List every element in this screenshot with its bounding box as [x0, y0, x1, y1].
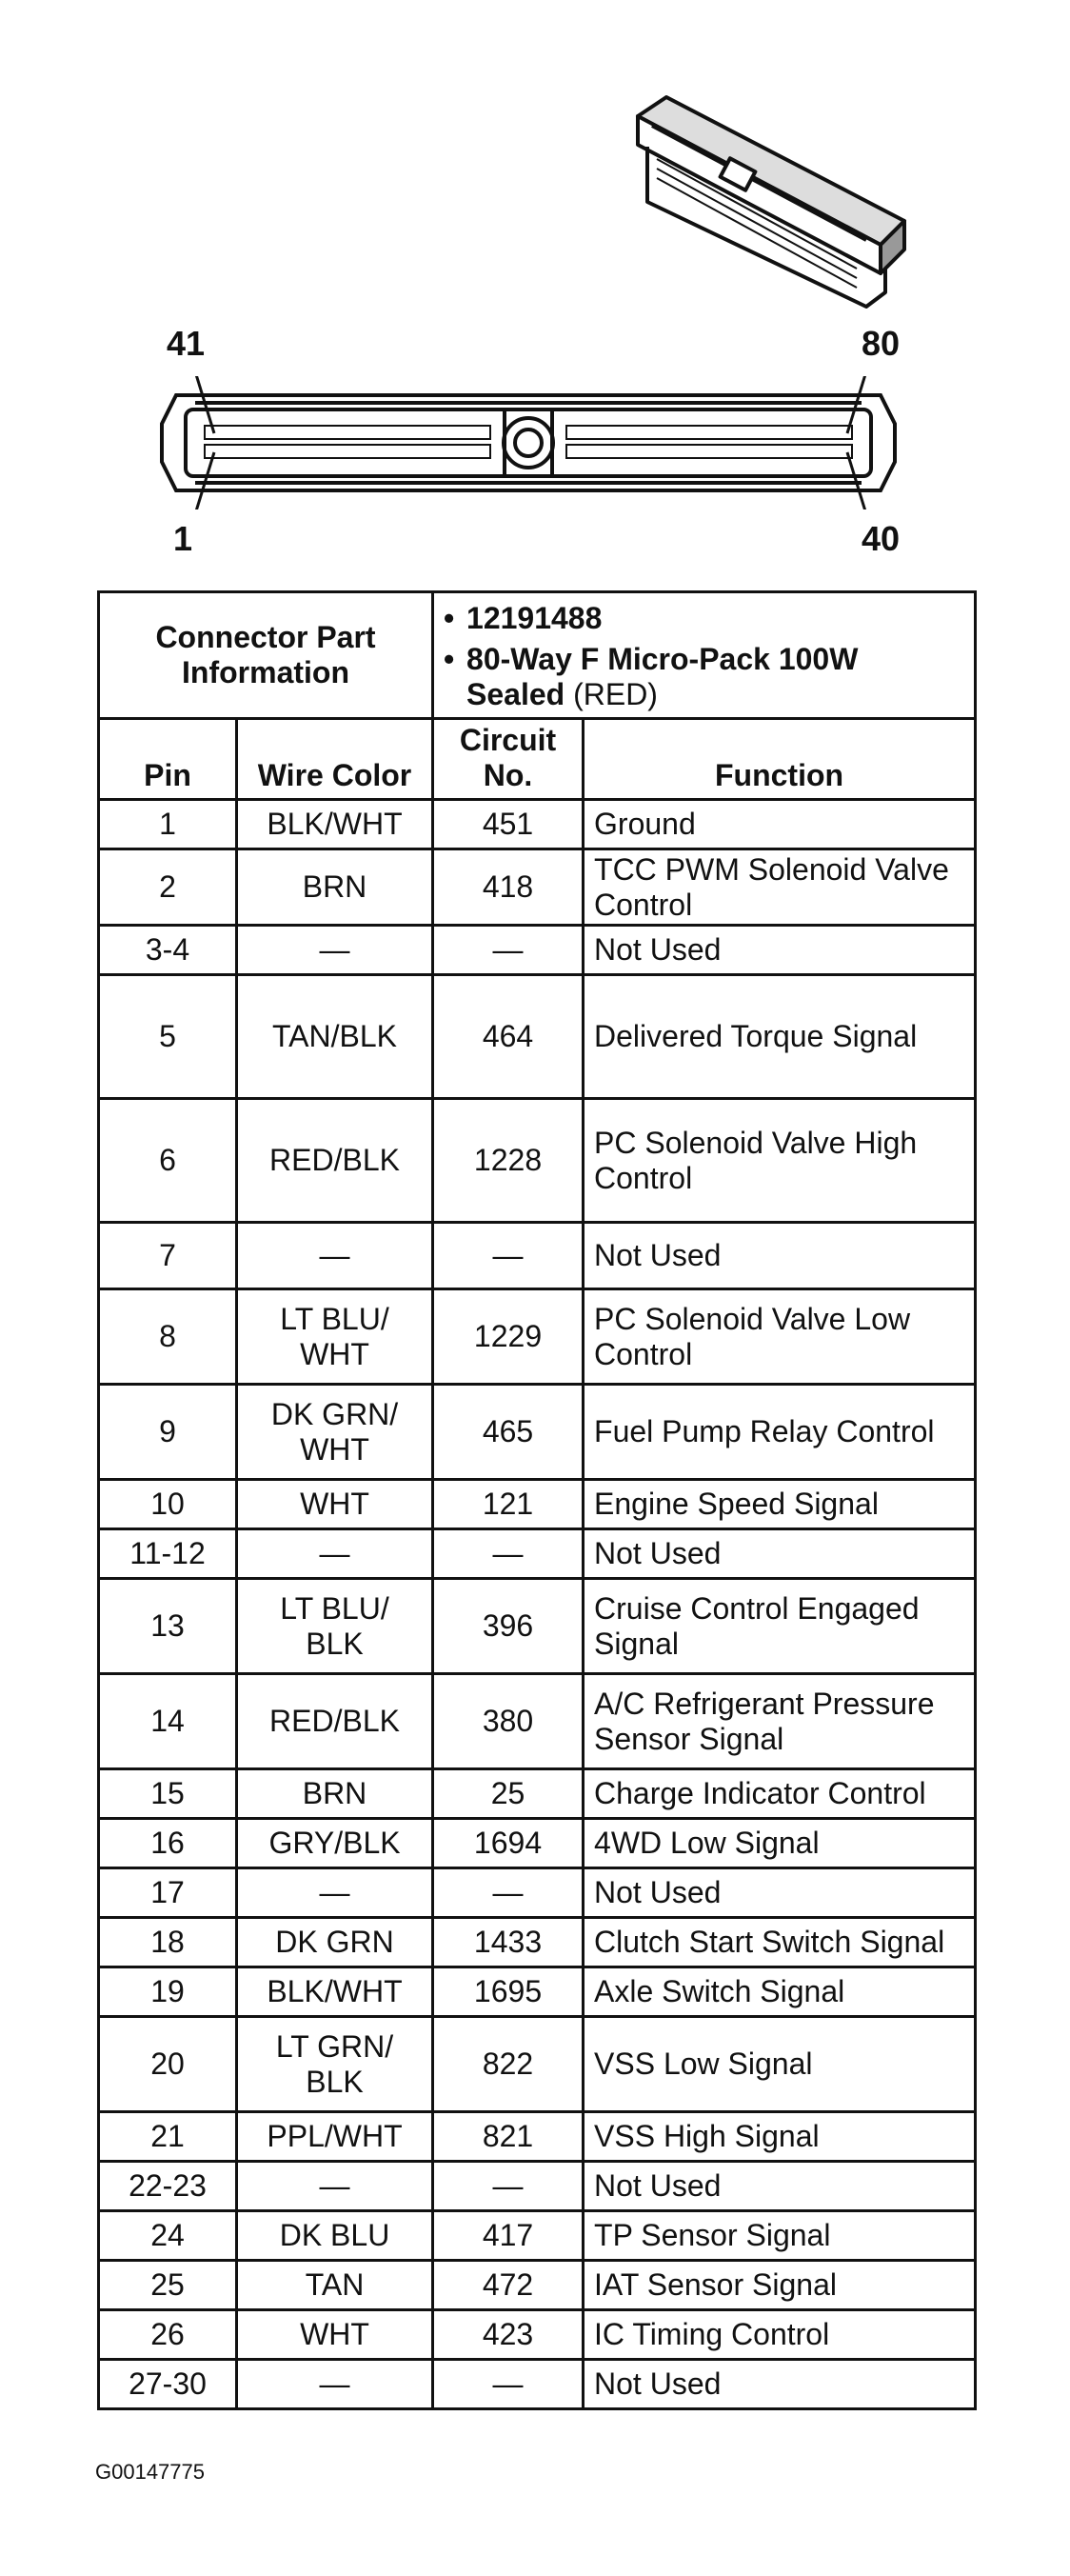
- pin-cell: 6: [99, 1099, 237, 1223]
- wire-color-cell: —: [237, 2162, 433, 2211]
- circuit-cell: 451: [433, 800, 584, 849]
- table-row: [99, 1289, 976, 1385]
- wire-color-cell: BLK/WHT: [237, 1967, 433, 2017]
- function-cell: Ground: [584, 800, 976, 849]
- table-row: [99, 2310, 976, 2360]
- wire-color-cell: RED/BLK: [237, 1099, 433, 1223]
- connector-info-row: [99, 592, 976, 719]
- circuit-cell: 1228: [433, 1099, 584, 1223]
- table-row: [99, 975, 976, 1099]
- circuit-cell: 1229: [433, 1289, 584, 1385]
- function-cell: Not Used: [584, 2162, 976, 2211]
- pin-cell: 19: [99, 1967, 237, 2017]
- pin-cell: 14: [99, 1674, 237, 1769]
- wire-color-cell: —: [237, 1223, 433, 1289]
- wire-color-cell: WHT: [237, 2310, 433, 2360]
- header-wire-color: Wire Color: [237, 719, 433, 800]
- circuit-cell: —: [433, 1868, 584, 1918]
- wire-color-cell: —: [237, 1529, 433, 1579]
- pin-cell: 1: [99, 800, 237, 849]
- table-row: [99, 1674, 976, 1769]
- function-cell: Charge Indicator Control: [584, 1769, 976, 1819]
- pin-cell: 25: [99, 2261, 237, 2310]
- table-row: [99, 1223, 976, 1289]
- wire-color-cell: GRY/BLK: [237, 1819, 433, 1868]
- wire-color-cell: DK GRN: [237, 1918, 433, 1967]
- pin-cell: 22-23: [99, 2162, 237, 2211]
- pin-cell: 13: [99, 1579, 237, 1674]
- wire-color-cell: LT BLU/ BLK: [237, 1579, 433, 1674]
- function-cell: IC Timing Control: [584, 2310, 976, 2360]
- function-cell: 4WD Low Signal: [584, 1819, 976, 1868]
- wire-color-cell: BRN: [237, 849, 433, 926]
- wire-color-cell: RED/BLK: [237, 1674, 433, 1769]
- function-cell: Not Used: [584, 2360, 976, 2409]
- header-pin: Pin: [99, 719, 237, 800]
- function-cell: Delivered Torque Signal: [584, 975, 976, 1099]
- circuit-cell: —: [433, 2162, 584, 2211]
- function-cell: VSS Low Signal: [584, 2017, 976, 2112]
- table-row: [99, 1967, 976, 2017]
- function-cell: Cruise Control Engaged Signal: [584, 1579, 976, 1674]
- table-row: [99, 1868, 976, 1918]
- circuit-cell: 821: [433, 2112, 584, 2162]
- circuit-cell: 1433: [433, 1918, 584, 1967]
- table-row: [99, 926, 976, 975]
- function-cell: Engine Speed Signal: [584, 1480, 976, 1529]
- table-row: [99, 1099, 976, 1223]
- wire-color-cell: —: [237, 1868, 433, 1918]
- table-row: [99, 2211, 976, 2261]
- pin-cell: 20: [99, 2017, 237, 2112]
- connector-face-diagram: [157, 376, 900, 509]
- table-row: [99, 1918, 976, 1967]
- circuit-cell: —: [433, 1529, 584, 1579]
- pin-cell: 5: [99, 975, 237, 1099]
- circuit-cell: 465: [433, 1385, 584, 1480]
- pin-cell: 2: [99, 849, 237, 926]
- pin-cell: 26: [99, 2310, 237, 2360]
- circuit-cell: 380: [433, 1674, 584, 1769]
- pin-cell: 16: [99, 1819, 237, 1868]
- pin-cell: 3-4: [99, 926, 237, 975]
- circuit-cell: 822: [433, 2017, 584, 2112]
- wire-color-cell: DK BLU: [237, 2211, 433, 2261]
- circuit-cell: —: [433, 2360, 584, 2409]
- figure-id: G00147775: [95, 2460, 205, 2484]
- function-cell: Clutch Start Switch Signal: [584, 1918, 976, 1967]
- wire-color-cell: TAN: [237, 2261, 433, 2310]
- wire-color-cell: WHT: [237, 1480, 433, 1529]
- header-function: Function: [584, 719, 976, 800]
- circuit-cell: 1695: [433, 1967, 584, 2017]
- table-row: [99, 1819, 976, 1868]
- table-row: [99, 1529, 976, 1579]
- pin-cell: 8: [99, 1289, 237, 1385]
- pin-cell: 7: [99, 1223, 237, 1289]
- circuit-cell: —: [433, 926, 584, 975]
- circuit-cell: 396: [433, 1579, 584, 1674]
- part-description: • 80-Way F Micro-Pack 100W Sealed (RED): [466, 642, 964, 712]
- connector-3d-illustration: [609, 88, 923, 316]
- pin-cell: 11-12: [99, 1529, 237, 1579]
- circuit-cell: 418: [433, 849, 584, 926]
- function-cell: Not Used: [584, 1868, 976, 1918]
- pin-cell: 24: [99, 2211, 237, 2261]
- circuit-cell: 25: [433, 1769, 584, 1819]
- table-row: [99, 1769, 976, 1819]
- table-row: [99, 1385, 976, 1480]
- wire-color-cell: DK GRN/ WHT: [237, 1385, 433, 1480]
- function-cell: A/C Refrigerant Pressure Sensor Signal: [584, 1674, 976, 1769]
- function-cell: Not Used: [584, 926, 976, 975]
- wire-color-cell: BLK/WHT: [237, 800, 433, 849]
- pin-cell: 15: [99, 1769, 237, 1819]
- pin-cell: 21: [99, 2112, 237, 2162]
- wire-color-cell: PPL/WHT: [237, 2112, 433, 2162]
- function-cell: Not Used: [584, 1529, 976, 1579]
- wire-color-cell: BRN: [237, 1769, 433, 1819]
- function-cell: Fuel Pump Relay Control: [584, 1385, 976, 1480]
- function-cell: TCC PWM Solenoid Valve Control: [584, 849, 976, 926]
- table-row: [99, 2162, 976, 2211]
- function-cell: Not Used: [584, 1223, 976, 1289]
- table-row: [99, 1480, 976, 1529]
- table-row: [99, 2112, 976, 2162]
- circuit-cell: 464: [433, 975, 584, 1099]
- function-cell: PC Solenoid Valve Low Control: [584, 1289, 976, 1385]
- circuit-cell: 1694: [433, 1819, 584, 1868]
- pinout-table: [97, 590, 977, 2410]
- column-header-row: [99, 719, 976, 800]
- circuit-cell: 417: [433, 2211, 584, 2261]
- table-row: [99, 849, 976, 926]
- connector-part-details: [433, 592, 976, 719]
- circuit-cell: —: [433, 1223, 584, 1289]
- table-row: [99, 2360, 976, 2409]
- pin-cell: 9: [99, 1385, 237, 1480]
- wire-color-cell: TAN/BLK: [237, 975, 433, 1099]
- wire-color-cell: LT GRN/ BLK: [237, 2017, 433, 2112]
- header-circuit-no: Circuit No.: [433, 719, 584, 800]
- function-cell: Axle Switch Signal: [584, 1967, 976, 2017]
- pin-cell: 17: [99, 1868, 237, 1918]
- pin-cell: 18: [99, 1918, 237, 1967]
- wire-color-cell: —: [237, 926, 433, 975]
- function-cell: PC Solenoid Valve High Control: [584, 1099, 976, 1223]
- wire-color-cell: LT BLU/ WHT: [237, 1289, 433, 1385]
- pin-cell: 10: [99, 1480, 237, 1529]
- pin-label-40: 40: [862, 519, 901, 558]
- table-row: [99, 2261, 976, 2310]
- pin-label-80: 80: [862, 324, 901, 363]
- circuit-cell: 423: [433, 2310, 584, 2360]
- circuit-cell: 121: [433, 1480, 584, 1529]
- table-row: [99, 800, 976, 849]
- function-cell: VSS High Signal: [584, 2112, 976, 2162]
- wire-color-cell: —: [237, 2360, 433, 2409]
- function-cell: TP Sensor Signal: [584, 2211, 976, 2261]
- function-cell: IAT Sensor Signal: [584, 2261, 976, 2310]
- pin-label-1: 1: [173, 519, 193, 558]
- table-row: [99, 1579, 976, 1674]
- part-number: • 12191488: [466, 601, 964, 636]
- table-row: [99, 2017, 976, 2112]
- pin-label-41: 41: [167, 324, 206, 363]
- circuit-cell: 472: [433, 2261, 584, 2310]
- connector-part-info-label: Connector Part Information: [99, 592, 433, 719]
- pin-cell: 27-30: [99, 2360, 237, 2409]
